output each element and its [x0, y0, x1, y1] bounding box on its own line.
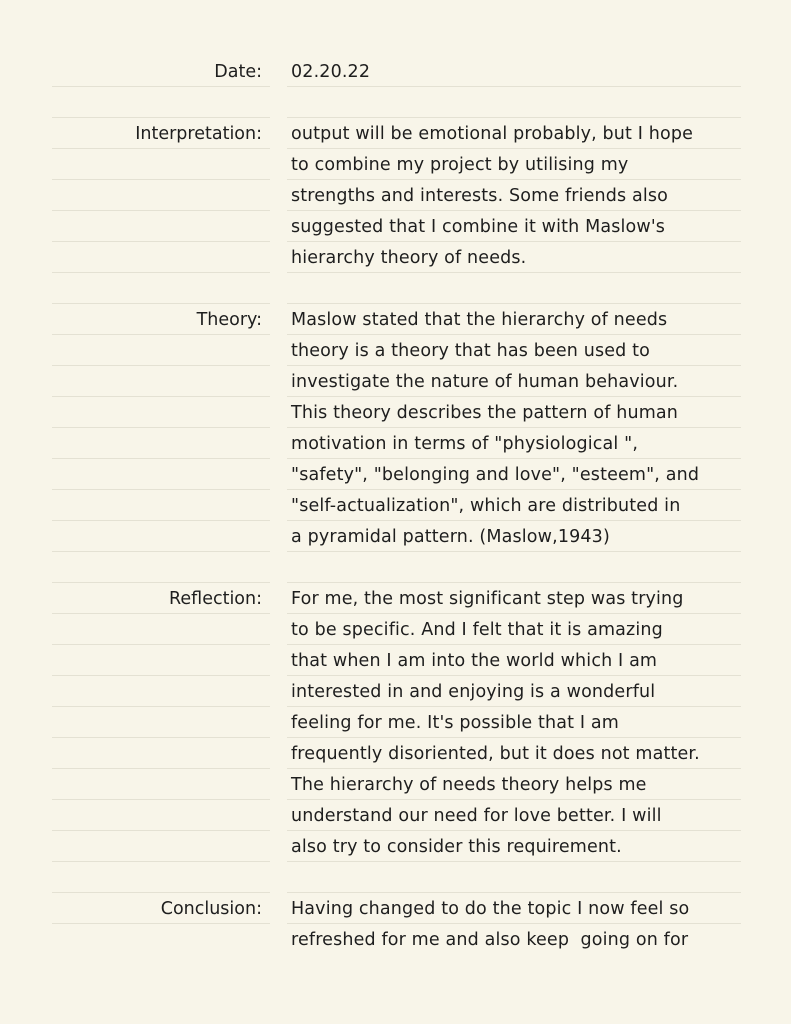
reflection-text-line: also try to consider this requirement.: [291, 837, 622, 857]
interpretation-text-line: to combine my project by utilising my: [291, 155, 629, 175]
theory-text-line: motivation in terms of "physiological ",: [291, 434, 639, 454]
reflection-text-line: to be specific. And I felt that it is amazing: [291, 620, 663, 640]
theory-text-line: "safety", "belonging and love", "esteem", and: [291, 465, 700, 485]
ruled-line: [52, 892, 270, 893]
ruled-line: [52, 458, 270, 459]
reflection-text-line: understand our need for love better. I will: [291, 806, 662, 826]
ruled-line: [287, 892, 741, 893]
ruled-line: [52, 396, 270, 397]
theory-text-line: Maslow stated that the hierarchy of needs: [291, 310, 668, 330]
ruled-line: [52, 365, 270, 366]
ruled-line: [52, 241, 270, 242]
conclusion-text-line: refreshed for me and also keep going on for: [291, 930, 689, 950]
reflection-text-line: For me, the most significant step was trying: [291, 589, 684, 609]
ruled-line: [52, 799, 270, 800]
reflection-text-line: The hierarchy of needs theory helps me: [291, 775, 647, 795]
ruled-line: [52, 272, 270, 273]
date-label: Date:: [214, 62, 262, 82]
ruled-line: [52, 303, 270, 304]
ruled-line: [52, 644, 270, 645]
ruled-line: [52, 582, 270, 583]
reflection-text-line: interested in and enjoying is a wonderful: [291, 682, 656, 702]
ruled-line: [52, 551, 270, 552]
ruled-line: [287, 582, 741, 583]
ruled-line: [52, 489, 270, 490]
ruled-line: [52, 520, 270, 521]
ruled-line: [52, 427, 270, 428]
theory-text-line: theory is a theory that has been used to: [291, 341, 651, 361]
conclusion-text-line: Having changed to do the topic I now feel so: [291, 899, 690, 919]
interpretation-text-line: hierarchy theory of needs.: [291, 248, 527, 268]
reflection-text-line: that when I am into the world which I am: [291, 651, 658, 671]
ruled-line: [52, 179, 270, 180]
ruled-line: [52, 675, 270, 676]
theory-text-line: This theory describes the pattern of human: [291, 403, 679, 423]
ruled-line: [52, 706, 270, 707]
ruled-line: [52, 737, 270, 738]
theory-label: Theory:: [196, 310, 262, 330]
reflection-label: Reflection:: [169, 589, 262, 609]
ruled-line: [287, 117, 741, 118]
interpretation-label: Interpretation:: [135, 124, 262, 144]
theory-text-line: investigate the nature of human behaviour.: [291, 372, 679, 392]
interpretation-text-line: suggested that I combine it with Maslow's: [291, 217, 666, 237]
theory-text-line: "self-actualization", which are distributed in: [291, 496, 681, 516]
conclusion-label: Conclusion:: [160, 899, 262, 919]
interpretation-text-line: strengths and interests. Some friends also: [291, 186, 669, 206]
theory-text-line: a pyramidal pattern. (Maslow,1943): [291, 527, 610, 547]
ruled-line: [52, 861, 270, 862]
date-text-line: 02.20.22: [291, 62, 371, 82]
reflection-text-line: feeling for me. It's possible that I am: [291, 713, 619, 733]
ruled-line: [52, 210, 270, 211]
ruled-line: [52, 768, 270, 769]
ruled-line: [52, 117, 270, 118]
ruled-line: [52, 830, 270, 831]
ruled-line: [287, 303, 741, 304]
reflection-text-line: frequently disoriented, but it does not matter.: [291, 744, 700, 764]
interpretation-text-line: output will be emotional probably, but I hope: [291, 124, 694, 144]
